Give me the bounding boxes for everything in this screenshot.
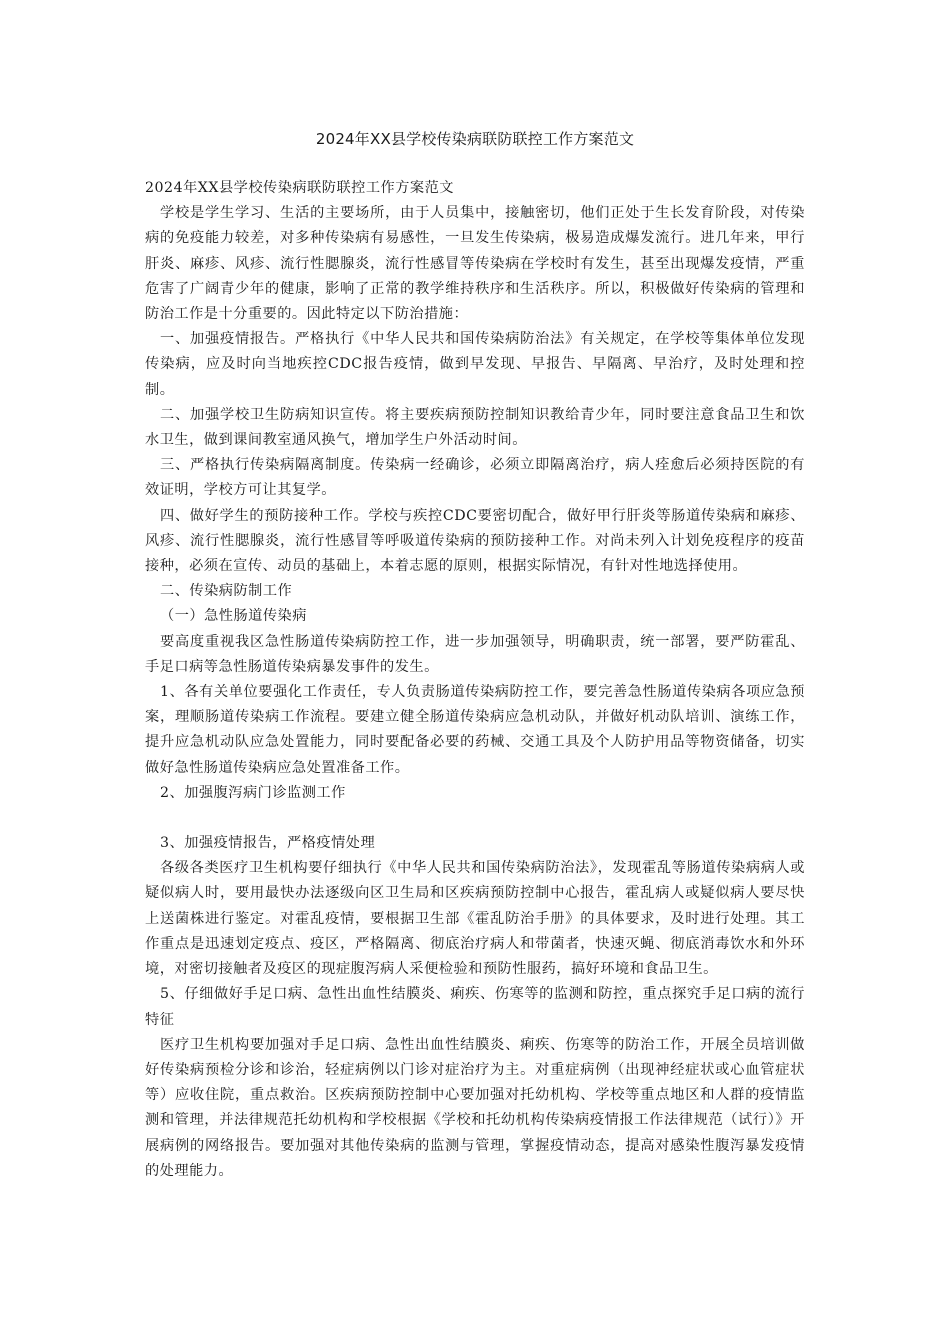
blank-line xyxy=(145,806,805,831)
body-heading: 2024年XX县学校传染病联防联控工作方案范文 xyxy=(145,180,454,196)
document-body xyxy=(145,176,805,1184)
paragraph-item-1: 一、加强疫情报告。严格执行《中华人民共和国传染病防治法》有关规定，在学校等集体单位发现传染病，应及时向当地疾控CDC报告疫情，做到早发现、早报告、早隔离、早治疗，及时处理和控制。 xyxy=(145,331,805,398)
section-heading: 二、传染病防制工作 xyxy=(160,583,293,600)
paragraph-item-2: 二、加强学校卫生防病知识宣传。将主要疾病预防控制知识教给青少年，同时要注意食品卫生和饮水卫生，做到课间教室通风换气，增加学生户外活动时间。 xyxy=(145,406,805,449)
paragraph-point-5: 5、仔细做好手足口病、急性出血性结膜炎、痢疾、伤寒等的监测和防控，重点探究手足口病的流行特征 xyxy=(145,986,805,1028)
paragraph-item-4: 四、做好学生的预防接种工作。学校与疾控CDC要密切配合，做好甲行肝炎等肠道传染病和麻疹、风疹、流行性腮腺炎，流行性感冒等呼吸道传染病的预防接种工作。对尚未列入计划免疫程序的疫苗接种，必须在宣传、动员的基础上，本着志愿的原则，根据实际情况，有针对性地选择使用。 xyxy=(145,507,805,575)
paragraph-point-5-detail: 医疗卫生机构要加强对手足口病、急性出血性结膜炎、痢疾、伤寒等的防治工作，开展全员培训做好传染病预检分诊和诊治，轻症病例以门诊对症治疗为主。对重症病例（出现神经症状或心血管症状等）应收住院，重点救治。区疾病预防控制中心要加强对托幼机构、学校等重点地区和人群的疫情监测和管理，并法律规范托幼机构和学校根据《学校和托幼机构传染病疫情报工作法律规范（试行）》开展病例的网络报告。要加强对其他传染病的监测与管理，掌握疫情动态，提高对感染性腹泻暴发疫情的处理能力。 xyxy=(145,1036,805,1179)
paragraph-point-3: 3、加强疫情报告，严格疫情处理 xyxy=(160,835,376,852)
paragraph-intro: 学校是学生学习、生活的主要场所，由于人员集中，接触密切，他们正处于生长发育阶段，对传染病的免疫能力较差，对多种传染病有易感性，一旦发生传染病，极易造成爆发流行。进几年来，甲行肝炎、麻疹、风疹、流行性腮腺炎，流行性感冒等传染病在学校时有发生，甚至出现爆发疫情，严重危害了广阔青少年的健康，影响了正常的教学维持秩序和生活秩序。所以，积极做好传染病的管理和防治工作是十分重要的。因此特定以下防治措施： xyxy=(145,205,805,323)
paragraph-subsection-intro: 要高度重视我区急性肠道传染病防控工作，进一步加强领导，明确职责，统一部署，要严防霍乱、手足口病等急性肠道传染病暴发事件的发生。 xyxy=(145,633,805,675)
paragraph-item-3: 三、严格执行传染病隔离制度。传染病一经确诊，必须立即隔离治疗，病人痊愈后必须持医院的有效证明，学校方可让其复学。 xyxy=(145,457,805,499)
subsection-heading: （一）急性肠道传染病 xyxy=(160,608,307,625)
paragraph-point-1: 1、各有关单位要强化工作责任，专人负责肠道传染病防控工作，要完善急性肠道传染病各项应急预案，理顺肠道传染病工作流程。要建立健全肠道传染病应急机动队，并做好机动队培训、演练工作，提升应急机动队应急处置能力，同时要配备必要的药械、交通工具及个人防护用品等物资储备，切实做好急性肠道传染病应急处置准备工作。 xyxy=(145,684,805,776)
paragraph-point-3-detail: 各级各类医疗卫生机构要仔细执行《中华人民共和国传染病防治法》，发现霍乱等肠道传染病病人或疑似病人时，要用最快办法逐级向区卫生局和区疾病预防控制中心报告，霍乱病人或疑似病人要尽快上送菌株进行鉴定。对霍乱疫情，要根据卫生部《霍乱防治手册》的具体要求，及时进行处理。其工作重点是迅速划定疫点、疫区，严格隔离、彻底治疗病人和带菌者，快速灭蝇、彻底消毒饮水和外环境，对密切接触者及疫区的现症腹泻病人采便检验和预防性服药，搞好环境和食品卫生。 xyxy=(145,860,805,978)
document-title: 2024年XX县学校传染病联防联控工作方案范文 xyxy=(315,130,635,148)
paragraph-point-2: 2、加强腹泻病门诊监测工作 xyxy=(160,784,346,801)
